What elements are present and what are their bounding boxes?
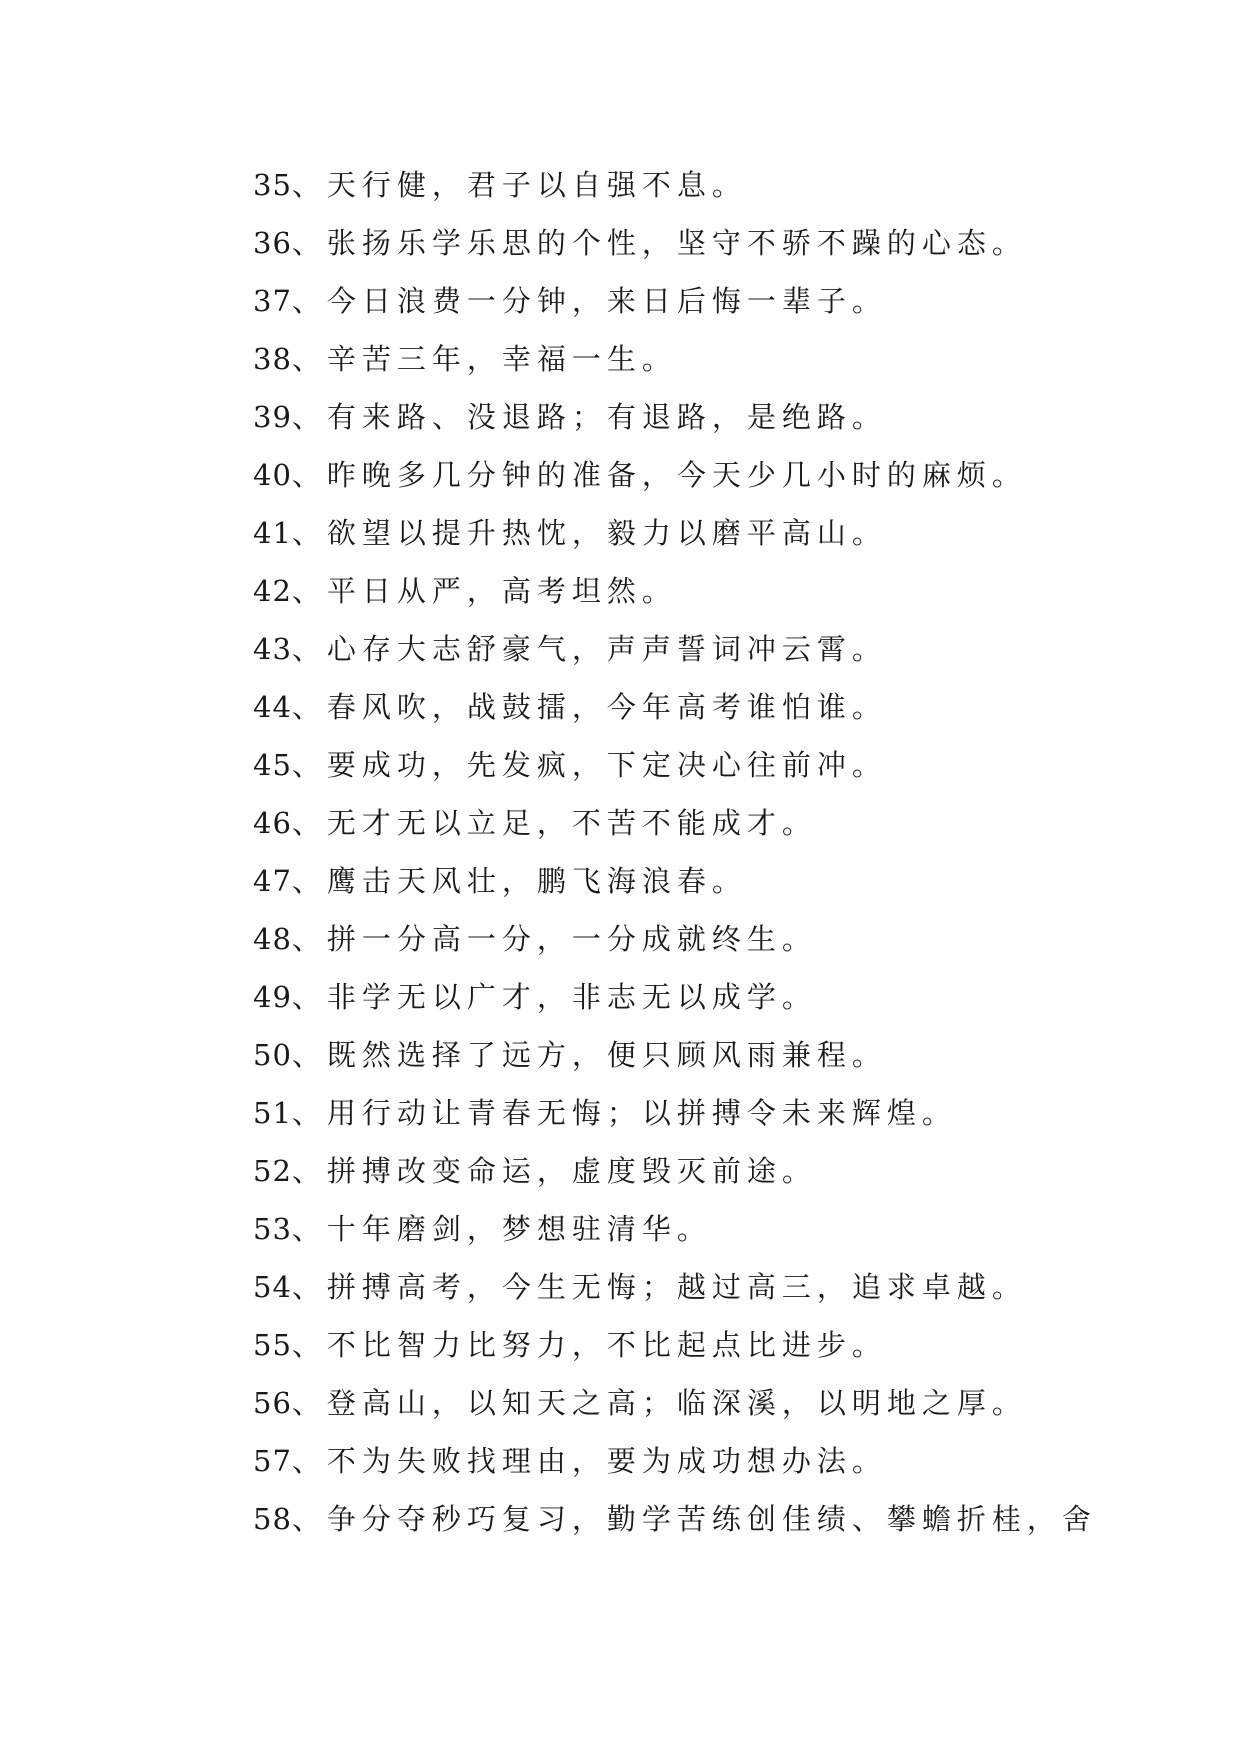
- list-item: [253, 156, 1153, 214]
- item-number: 48: [253, 922, 292, 956]
- item-number: 39: [253, 400, 292, 434]
- list-item: [253, 1374, 1153, 1432]
- item-number: 50: [253, 1038, 292, 1072]
- list-item: [253, 272, 1153, 330]
- list-item: [253, 910, 1153, 968]
- item-number: 56: [253, 1386, 292, 1420]
- list-item: [253, 736, 1153, 794]
- list-item: [253, 388, 1153, 446]
- list-item: [253, 1142, 1153, 1200]
- list-item: [253, 504, 1153, 562]
- item-number: 35: [253, 168, 292, 202]
- list-item: [253, 678, 1153, 736]
- item-text: 、登高山，以知天之高；临深溪，以明地之厚。: [291, 1386, 1027, 1420]
- item-text: 、拼一分高一分，一分成就终生。: [291, 922, 817, 956]
- list-item: [253, 968, 1153, 1026]
- item-text: 、今日浪费一分钟，来日后悔一辈子。: [291, 284, 887, 318]
- item-number: 49: [253, 980, 292, 1014]
- list-item: [253, 1490, 1153, 1548]
- item-number: 58: [253, 1502, 292, 1536]
- item-number: 51: [253, 1096, 292, 1130]
- item-text: 、不为失败找理由，要为成功想办法。: [291, 1444, 887, 1478]
- item-text: 、拼搏高考，今生无悔；越过高三，追求卓越。: [291, 1270, 1027, 1304]
- item-number: 43: [253, 632, 292, 666]
- item-text: 、欲望以提升热忱，毅力以磨平高山。: [291, 516, 887, 550]
- item-text: 、昨晚多几分钟的准备，今天少几小时的麻烦。: [291, 458, 1027, 492]
- list-item: [253, 1258, 1153, 1316]
- item-text: 、天行健，君子以自强不息。: [291, 168, 747, 202]
- item-text: 、拼搏改变命运，虚度毁灭前途。: [291, 1154, 817, 1188]
- list-item: [253, 1200, 1153, 1258]
- list-item: [253, 620, 1153, 678]
- list-item: [253, 852, 1153, 910]
- item-text: 、平日从严，高考坦然。: [291, 574, 677, 608]
- item-number: 52: [253, 1154, 292, 1188]
- item-number: 44: [253, 690, 292, 724]
- quote-list: [253, 156, 1153, 1548]
- list-item: [253, 1316, 1153, 1374]
- item-text: 、用行动让青春无悔；以拼搏令未来辉煌。: [291, 1096, 957, 1130]
- item-text: 、既然选择了远方，便只顾风雨兼程。: [291, 1038, 887, 1072]
- item-number: 55: [253, 1328, 292, 1362]
- item-text: 、十年磨剑，梦想驻清华。: [291, 1212, 712, 1246]
- item-text: 、鹰击天风壮，鹏飞海浪春。: [291, 864, 747, 898]
- item-number: 40: [253, 458, 292, 492]
- item-text: 、张扬乐学乐思的个性，坚守不骄不躁的心态。: [291, 226, 1027, 260]
- item-number: 57: [253, 1444, 292, 1478]
- item-text: 、心存大志舒豪气，声声誓词冲云霄。: [291, 632, 887, 666]
- item-number: 45: [253, 748, 292, 782]
- item-text: 、要成功，先发疯，下定决心往前冲。: [291, 748, 887, 782]
- item-number: 46: [253, 806, 292, 840]
- item-number: 37: [253, 284, 292, 318]
- item-text: 、辛苦三年，幸福一生。: [291, 342, 677, 376]
- item-text: 、春风吹，战鼓擂，今年高考谁怕谁。: [291, 690, 887, 724]
- item-number: 54: [253, 1270, 292, 1304]
- list-item: [253, 446, 1153, 504]
- item-number: 47: [253, 864, 292, 898]
- list-item: [253, 794, 1153, 852]
- item-text: 、无才无以立足，不苦不能成才。: [291, 806, 817, 840]
- item-text: 、争分夺秒巧复习，勤学苦练创佳绩、攀蟾折桂，舍: [291, 1502, 1097, 1536]
- item-text: 、不比智力比努力，不比起点比进步。: [291, 1328, 887, 1362]
- list-item: [253, 1026, 1153, 1084]
- list-item: [253, 330, 1153, 388]
- list-item: [253, 1432, 1153, 1490]
- item-number: 38: [253, 342, 292, 376]
- item-text: 、有来路、没退路；有退路，是绝路。: [291, 400, 887, 434]
- item-text: 、非学无以广才，非志无以成学。: [291, 980, 817, 1014]
- item-number: 36: [253, 226, 292, 260]
- item-number: 42: [253, 574, 292, 608]
- list-item: [253, 562, 1153, 620]
- list-item: [253, 1084, 1153, 1142]
- item-number: 41: [253, 516, 292, 550]
- list-item: [253, 214, 1153, 272]
- item-number: 53: [253, 1212, 292, 1246]
